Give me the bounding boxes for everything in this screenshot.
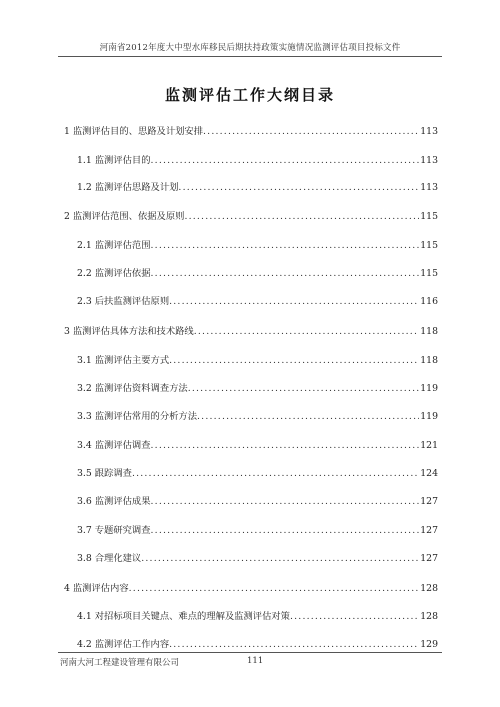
- toc-leader-dots: [141, 553, 419, 564]
- toc-entry-page: 113: [420, 126, 438, 137]
- toc-entry-label: 2 监测评估范围、依据及原则: [64, 211, 185, 222]
- toc-entry-page: 128: [420, 611, 438, 622]
- toc-entry-label: 4.2 监测评估工作内容: [77, 639, 170, 650]
- toc-entry-page: 124: [420, 468, 438, 479]
- toc-entry[interactable]: [77, 437, 438, 451]
- toc-entry-label: 2.3 后扶监测评估原则: [77, 296, 170, 307]
- toc-entry[interactable]: [77, 465, 438, 479]
- toc-entry-label: 3.2 监测评估资料调查方法: [77, 383, 188, 394]
- footer-company: 河南大河工程建设管理有限公司: [60, 658, 180, 668]
- toc-entry-page: 127: [420, 525, 438, 536]
- toc-leader-dots: [151, 440, 420, 451]
- toc-entry-page: 116: [420, 296, 438, 307]
- toc-leader-dots: [178, 182, 419, 193]
- toc-leader-dots: [203, 126, 419, 137]
- toc-entry-page: 119: [420, 411, 438, 422]
- toc-leader-dots: [129, 583, 420, 594]
- toc-entry-label: 3.4 监测评估调查: [77, 440, 151, 451]
- toc-entry-page: 127: [420, 496, 438, 507]
- toc-entry[interactable]: [77, 493, 438, 507]
- toc-leader-dots: [184, 211, 419, 222]
- toc-entry[interactable]: [64, 208, 438, 222]
- toc-entry[interactable]: [77, 237, 438, 251]
- toc-leader-dots: [169, 355, 419, 366]
- toc-leader-dots: [188, 383, 420, 394]
- toc-entry[interactable]: [77, 608, 438, 622]
- toc-entry[interactable]: [64, 123, 438, 137]
- toc-entry-label: 3.6 监测评估成果: [77, 496, 151, 507]
- toc-entry-label: 3 监测评估具体方法和技术路线: [64, 326, 194, 337]
- toc-entry[interactable]: [77, 408, 438, 422]
- toc-entry[interactable]: [77, 265, 438, 279]
- toc-entry-label: 3.3 监测评估常用的分析方法: [77, 411, 198, 422]
- toc-entry[interactable]: [77, 352, 438, 366]
- toc-entry-label: 2.2 监测评估依据: [77, 268, 151, 279]
- footer-rule: [58, 652, 442, 653]
- toc-leader-dots: [151, 268, 420, 279]
- footer-page-number: 111: [247, 656, 264, 666]
- page-title: 监测评估工作大纲目录: [164, 86, 335, 104]
- toc-entry-page: 127: [420, 553, 438, 564]
- toc-entry-label: 1.1 监测评估目的: [77, 155, 151, 166]
- toc-entry-page: 115: [420, 240, 438, 251]
- toc-entry-page: 113: [420, 182, 438, 193]
- toc-entry[interactable]: [77, 152, 438, 166]
- toc-leader-dots: [151, 155, 420, 166]
- toc-entry-page: 115: [420, 211, 438, 222]
- toc-entry-label: 3.7 专题研究调查: [77, 525, 151, 536]
- toc-leader-dots: [151, 496, 420, 507]
- toc-entry[interactable]: [77, 179, 438, 193]
- toc-leader-dots: [194, 326, 420, 337]
- running-header: 河南省2012年度大中型水库移民后期扶持政策实施情况监测评估项目投标文件: [99, 43, 401, 53]
- toc-entry-page: 113: [420, 155, 438, 166]
- toc-entry-page: 129: [420, 639, 438, 650]
- toc-entry[interactable]: [77, 522, 438, 536]
- toc-entry-page: 119: [420, 383, 438, 394]
- toc-leader-dots: [197, 411, 419, 422]
- toc-entry-label: 3.1 监测评估主要方式: [77, 355, 170, 366]
- header-rule: [58, 56, 442, 57]
- toc-entry[interactable]: [64, 580, 438, 594]
- toc-leader-dots: [290, 611, 419, 622]
- toc-leader-dots: [169, 639, 419, 650]
- toc-entry[interactable]: [77, 293, 438, 307]
- toc-entry-label: 4 监测评估内容: [64, 583, 129, 594]
- toc-entry[interactable]: [77, 380, 438, 394]
- toc-entry-page: 121: [420, 440, 438, 451]
- toc-leader-dots: [151, 525, 420, 536]
- toc-entry-label: 3.5 跟踪调查: [77, 468, 132, 479]
- toc-entry-page: 115: [420, 268, 438, 279]
- toc-entry[interactable]: [77, 636, 438, 650]
- toc-entry[interactable]: [77, 550, 438, 564]
- toc-leader-dots: [151, 240, 420, 251]
- toc-entry-label: 3.8 合理化建议: [77, 553, 142, 564]
- toc-leader-dots: [132, 468, 419, 479]
- toc-entry-page: 118: [420, 326, 438, 337]
- toc-entry-label: 1.2 监测评估思路及计划: [77, 182, 179, 193]
- toc-entry-page: 128: [420, 583, 438, 594]
- toc-entry-page: 118: [420, 355, 438, 366]
- toc-entry[interactable]: [64, 323, 438, 337]
- toc-entry-label: 4.1 对招标项目关键点、难点的理解及监测评估对策: [77, 611, 290, 622]
- toc-entry-label: 2.1 监测评估范围: [77, 240, 151, 251]
- toc-leader-dots: [169, 296, 419, 307]
- toc-entry-label: 1 监测评估目的、思路及计划安排: [64, 126, 204, 137]
